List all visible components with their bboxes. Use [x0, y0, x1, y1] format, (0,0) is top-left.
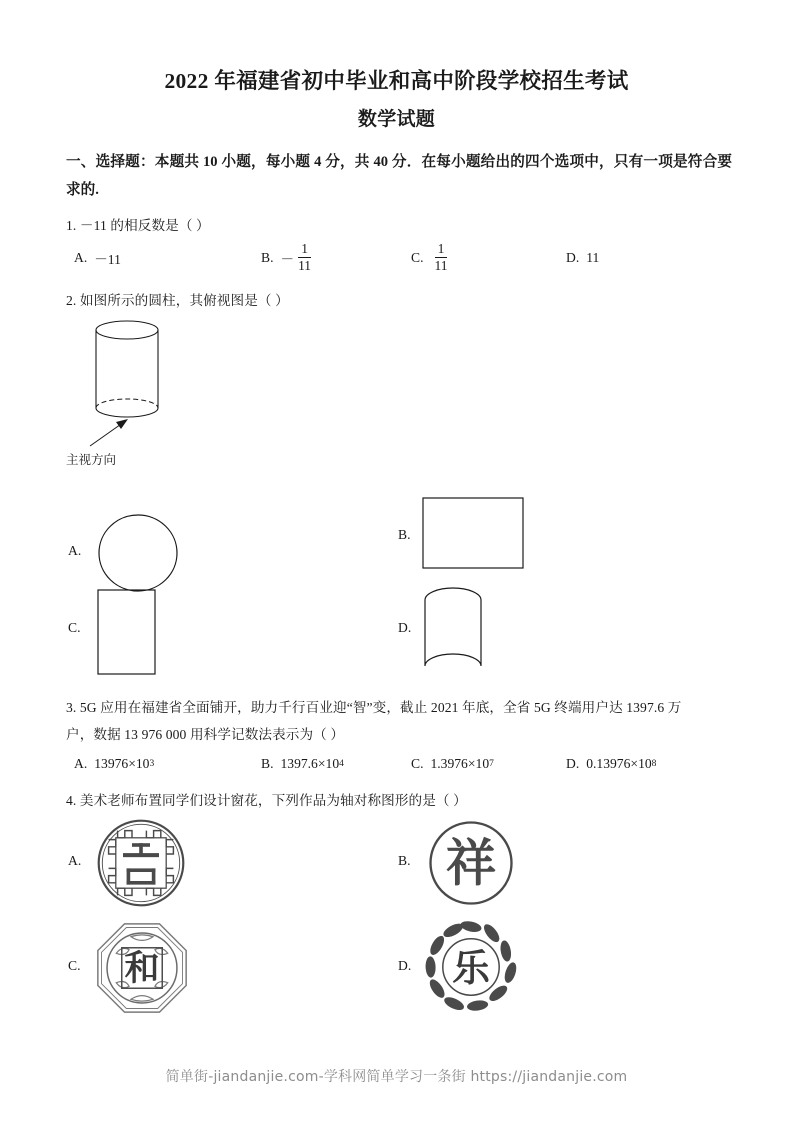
- option-4-b-shape[interactable]: [426, 818, 516, 913]
- option-2-b-shape[interactable]: [422, 497, 526, 578]
- option-1-a[interactable]: [74, 243, 121, 273]
- question-3-options: [66, 749, 746, 779]
- section-instruction: 一、选择题：本题共 10 小题，每小题 4 分，共 40 分．在每小题给出的四个选项中，只有一项是符合要求的.: [66, 154, 732, 198]
- option-1-b-sign: －: [280, 252, 295, 267]
- view-direction-label: 主视方向: [66, 452, 117, 467]
- option-2-d-label: D.: [398, 620, 412, 635]
- he-character: 和: [124, 948, 160, 989]
- option-4-a-label: A.: [68, 853, 82, 868]
- option-2-a-shape[interactable]: [96, 512, 182, 601]
- option-3-a-mantissa: 13976×10: [94, 756, 150, 771]
- option-4-d-label: D.: [398, 958, 412, 973]
- option-3-b[interactable]: [261, 749, 344, 779]
- question-1-stem: 1. －11 的相反数是（ ）: [66, 218, 210, 233]
- circle-shape-svg: [96, 512, 182, 596]
- option-1-a-value: －11: [94, 252, 121, 267]
- question-3-stem-line1: 3. 5G 应用在福建省全面铺开，助力千行百业迎“智”变，截止 2021 年底，全省 5G 终端用户达 1397.6 万: [66, 700, 682, 715]
- option-2-c-label: C.: [68, 620, 81, 635]
- paper-cut-xiang-svg: [426, 818, 516, 908]
- circle-outline: [99, 515, 177, 591]
- question-4-stem: 4. 美术老师布置同学们设计窗花，下列作品为轴对称图形的是（ ）: [66, 793, 467, 808]
- option-2-d-shape[interactable]: [422, 586, 492, 687]
- option-3-b-label: B.: [261, 756, 274, 771]
- paper-cut-he-svg: [96, 922, 188, 1014]
- page-subtitle: 数学试题: [357, 109, 436, 130]
- le-character: 乐: [452, 945, 490, 990]
- option-3-a[interactable]: [74, 749, 154, 779]
- fret-pattern-band: [109, 831, 174, 896]
- cylinder-front-view-outline: [425, 588, 481, 666]
- option-3-d-exponent: 8: [651, 759, 657, 769]
- option-3-c[interactable]: [411, 749, 494, 779]
- option-3-b-mantissa: 1397.6×10: [280, 756, 340, 771]
- option-1-b-numerator: 1: [298, 242, 311, 258]
- option-1-b-fraction: [295, 242, 314, 272]
- option-1-d[interactable]: [566, 243, 599, 273]
- option-1-b-label: B.: [261, 250, 274, 265]
- option-1-a-label: A.: [74, 250, 88, 265]
- cylinder-bottom-hidden-arc: [96, 399, 158, 408]
- option-1-b-denominator: 11: [298, 257, 312, 273]
- option-3-c-label: C.: [411, 756, 424, 771]
- option-1-c-numerator: 1: [435, 242, 448, 258]
- option-1-c[interactable]: [411, 243, 451, 273]
- footer-watermark: 简单街-jiandanjie.com-学科网简单学习一条街 https://jiandanjie.com: [165, 1069, 628, 1085]
- option-1-b[interactable]: [261, 243, 315, 273]
- option-4-a-shape[interactable]: [96, 818, 186, 913]
- option-3-c-mantissa: 1.3976×10: [430, 756, 490, 771]
- option-1-d-value: 11: [586, 250, 600, 265]
- option-3-b-exponent: 4: [339, 759, 344, 769]
- page-title: 2022 年福建省初中毕业和高中阶段学校招生考试: [164, 69, 629, 93]
- option-3-d[interactable]: [566, 749, 656, 779]
- outer-ring-inner: [102, 824, 179, 901]
- option-1-c-label: C.: [411, 250, 424, 265]
- option-4-c-shape[interactable]: [96, 922, 188, 1019]
- question-2-stem: 2. 如图所示的圆柱，其俯视图是（ ）: [66, 293, 289, 308]
- cylinder-figure: [66, 312, 246, 477]
- option-3-c-exponent: 7: [489, 759, 494, 769]
- cylinder-front-view-svg: [422, 586, 492, 682]
- horizontal-rectangle-outline: [423, 498, 523, 568]
- ji-character-strokes: [123, 843, 159, 884]
- cylinder-svg: [66, 312, 246, 472]
- paper-cut-ji-svg: [96, 818, 186, 908]
- option-2-b-label: B.: [398, 527, 411, 542]
- option-4-d-shape[interactable]: [424, 920, 518, 1019]
- option-4-c-label: C.: [68, 958, 81, 973]
- outer-ring: [99, 821, 184, 906]
- cylinder-bottom-front-arc: [96, 408, 158, 417]
- option-3-a-label: A.: [74, 756, 88, 771]
- vertical-rectangle-svg: [97, 589, 161, 679]
- option-4-b-label: B.: [398, 853, 411, 868]
- xiang-character: 祥: [445, 833, 497, 893]
- option-3-d-mantissa: 0.13976×10: [586, 756, 652, 771]
- option-3-a-exponent: 3: [149, 759, 155, 769]
- vertical-rectangle-outline: [98, 590, 155, 674]
- option-1-c-fraction: [431, 242, 450, 272]
- paper-cut-le-svg: [424, 920, 518, 1014]
- view-direction-arrow-head: [116, 419, 128, 429]
- option-1-c-denominator: 11: [434, 257, 448, 273]
- horizontal-rectangle-svg: [422, 497, 526, 573]
- option-2-a-label: A.: [68, 543, 82, 558]
- cylinder-top-ellipse: [96, 321, 158, 339]
- option-2-c-shape[interactable]: [97, 589, 161, 684]
- option-1-d-label: D.: [566, 250, 580, 265]
- question-3-stem-line2: 户，数据 13 976 000 用科学记数法表示为（ ）: [66, 727, 345, 742]
- option-3-d-label: D.: [566, 756, 580, 771]
- question-1-options: [66, 243, 746, 273]
